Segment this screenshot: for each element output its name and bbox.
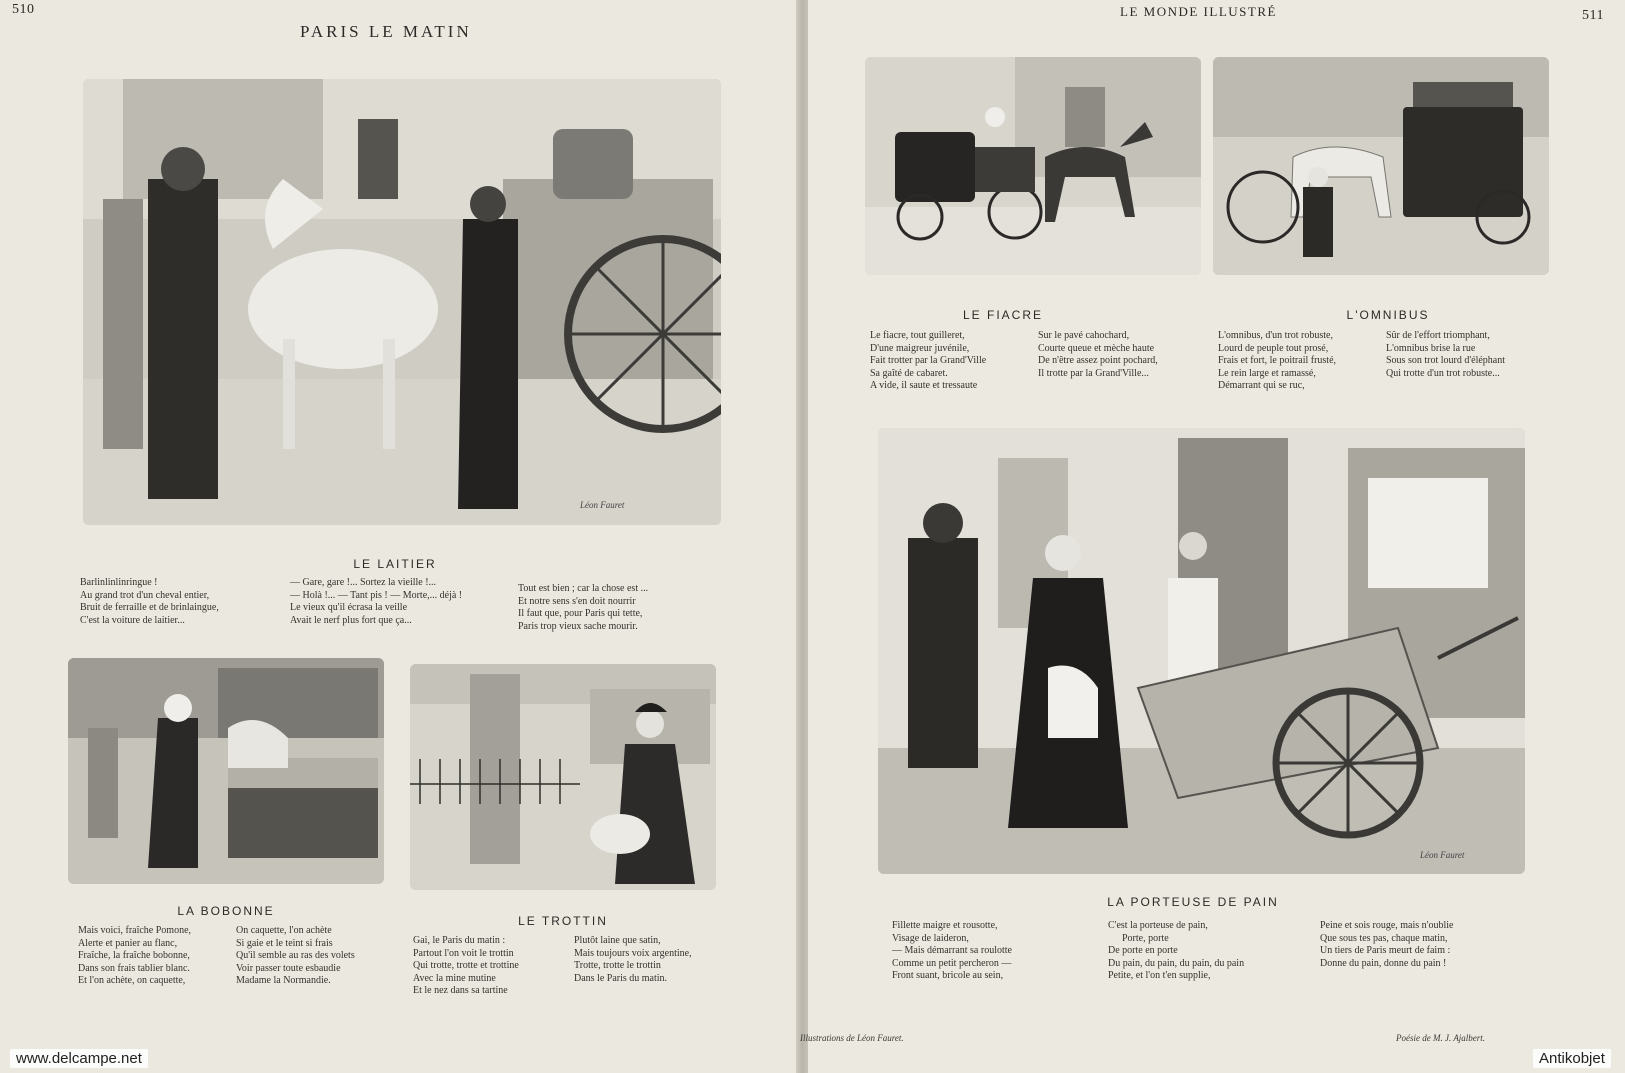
verse-line: Gai, le Paris du matin : bbox=[413, 935, 506, 946]
verse-line: Démarrant qui se ruc, bbox=[1218, 380, 1305, 391]
trottin-title: LE TROTTIN bbox=[518, 914, 608, 928]
verse-line: Qu'il semble au ras des volets bbox=[236, 950, 355, 961]
verse-line: Sur le pavé cahochard, bbox=[1038, 330, 1130, 341]
verse-line: A vide, il saute et tressaute bbox=[870, 380, 978, 391]
omnibus-illustration bbox=[1213, 57, 1549, 275]
verse-line: Que sous tes pas, chaque matin, bbox=[1320, 932, 1448, 944]
verse-line: L'omnibus, d'un trot robuste, bbox=[1218, 330, 1333, 341]
verse-line: Avec la mine mutine bbox=[413, 972, 496, 984]
verse-line: Porte, porte bbox=[1122, 932, 1169, 944]
verse-line: Avait le nerf plus fort que ça... bbox=[290, 614, 412, 626]
verse-line: Un tiers de Paris meurt de faim : bbox=[1320, 945, 1451, 956]
left-page-header: PARIS LE MATIN bbox=[300, 22, 472, 41]
laitier-verse-col1 bbox=[80, 577, 219, 627]
verse-line: Voir passer toute esbaudie bbox=[236, 962, 341, 974]
fiacre-verse-col2 bbox=[1038, 330, 1158, 380]
bobonne-title: LA BOBONNE bbox=[177, 904, 275, 918]
verse-line: Partout l'on voit le trottin bbox=[413, 947, 514, 959]
verse-line: De n'être assez point pochard, bbox=[1038, 355, 1158, 366]
omnibus-verse-col2 bbox=[1386, 330, 1505, 380]
right-page bbox=[800, 0, 1625, 1073]
porteuse-verse-col1 bbox=[892, 920, 1012, 983]
right-page-number: 511 bbox=[1582, 8, 1604, 23]
trottin-verse-col2 bbox=[574, 935, 692, 985]
verse-line: Peine et sois rouge, mais n'oublie bbox=[1320, 920, 1454, 931]
verse-line: Le rein large et ramassé, bbox=[1218, 367, 1316, 379]
bobonne-verse-col1 bbox=[78, 925, 191, 988]
verse-line: Lourd de peuple tout prosé, bbox=[1218, 342, 1329, 354]
verse-line: Comme un petit percheron — bbox=[892, 957, 1012, 969]
verse-line: Fillette maigre et rousotte, bbox=[892, 920, 998, 931]
verse-line: Courte queue et mèche haute bbox=[1038, 342, 1155, 354]
verse-line: Trotte, trotte le trottin bbox=[574, 960, 661, 971]
laitier-illustration bbox=[83, 79, 721, 525]
laitier-verse-col2 bbox=[290, 577, 462, 627]
verse-line: Petite, et l'on t'en supplie, bbox=[1108, 970, 1211, 981]
right-running-title: LE MONDE ILLUSTRÉ bbox=[1120, 4, 1277, 19]
watermark-left: www.delcampe.net bbox=[10, 1049, 148, 1068]
verse-line: Et notre sens s'en doit nourrir bbox=[518, 595, 636, 607]
verse-line: C'est la voiture de laitier... bbox=[80, 614, 185, 626]
verse-line: Visage de laideron, bbox=[892, 932, 969, 944]
verse-line: Le fiacre, tout guilleret, bbox=[870, 330, 965, 341]
bobonne-verse-col2 bbox=[236, 925, 355, 988]
verse-line: Frais et fort, le poitrail frusté, bbox=[1218, 355, 1337, 366]
fiacre-illustration bbox=[865, 57, 1201, 275]
omnibus-verse-col1 bbox=[1218, 330, 1336, 393]
verse-line: Sûr de l'effort triomphant, bbox=[1386, 330, 1490, 341]
illustrations-credit: Illustrations de Léon Fauret. bbox=[800, 1033, 904, 1043]
verse-line: Alerte et panier au flanc, bbox=[78, 937, 178, 949]
verse-line: Et l'on achète, on caquette, bbox=[78, 975, 186, 986]
verse-line: Donne du pain, donne du pain ! bbox=[1320, 957, 1447, 969]
verse-line: — Mais démarrant sa roulotte bbox=[892, 945, 1012, 956]
verse-line: Plutôt laine que satin, bbox=[574, 935, 661, 946]
verse-line: Et le nez dans sa tartine bbox=[413, 985, 508, 996]
porteuse-verse-col2 bbox=[1108, 920, 1244, 983]
verse-line: Qui trotte, trotte et trottine bbox=[413, 960, 519, 971]
trottin-illustration bbox=[410, 664, 716, 890]
verse-line: Mais voici, fraîche Pomone, bbox=[78, 925, 192, 936]
bobonne-illustration bbox=[68, 658, 384, 884]
verse-line: C'est la porteuse de pain, bbox=[1108, 920, 1208, 931]
verse-line: Du pain, du pain, du pain, du pain bbox=[1108, 957, 1245, 969]
verse-line: Fait trotter par la Grand'Ville bbox=[870, 355, 987, 366]
verse-line: Sa gaîté de cabaret. bbox=[870, 367, 948, 379]
verse-line: Dans son frais tablier blanc. bbox=[78, 962, 190, 974]
verse-line: — Gare, gare !... Sortez la vieille !... bbox=[290, 577, 437, 588]
porteuse-illustration bbox=[878, 428, 1525, 874]
verse-line: Au grand trot d'un cheval entier, bbox=[80, 589, 210, 601]
verse-line: De porte en porte bbox=[1108, 945, 1178, 956]
porteuse-verse-col3 bbox=[1320, 920, 1453, 970]
laitier-signature: Léon Fauret bbox=[580, 500, 625, 510]
laitier-title: LE LAITIER bbox=[353, 557, 437, 571]
porteuse-signature: Léon Fauret bbox=[1420, 850, 1465, 860]
verse-line: Fraîche, la fraîche bobonne, bbox=[78, 950, 190, 961]
verse-line: Tout est bien ; car la chose est ... bbox=[518, 583, 649, 594]
left-page bbox=[0, 0, 798, 1073]
verse-line: Madame la Normandie. bbox=[236, 975, 331, 986]
verse-line: Si gaie et le teint si frais bbox=[236, 937, 333, 949]
verse-line: Barlinlinlinringue ! bbox=[80, 577, 158, 588]
verse-line: — Holà !... — Tant pis ! — Morte,... déjà ! bbox=[290, 589, 463, 601]
verse-line: Il faut que, pour Paris qui tette, bbox=[518, 608, 643, 619]
verse-line: Front suant, bricole au sein, bbox=[892, 970, 1004, 981]
verse-line: Le vieux qu'il écrasa la veille bbox=[290, 602, 408, 613]
porteuse-title: LA PORTEUSE DE PAIN bbox=[1107, 895, 1279, 909]
verse-line: Il trotte par la Grand'Ville... bbox=[1038, 367, 1149, 379]
left-page-number: 510 bbox=[12, 2, 35, 17]
verse-line: D'une maigreur juvénile, bbox=[870, 342, 970, 354]
verse-line: L'omnibus brise la rue bbox=[1386, 342, 1476, 354]
poetry-credit: Poésie de M. J. Ajalbert. bbox=[1396, 1033, 1486, 1043]
verse-line: Paris trop vieux sache mourir. bbox=[518, 620, 638, 632]
fiacre-title: LE FIACRE bbox=[962, 308, 1043, 322]
verse-line: Bruit de ferraille et de brinlaingue, bbox=[80, 602, 219, 613]
verse-line: Mais toujours voix argentine, bbox=[574, 947, 692, 959]
omnibus-title: L'OMNIBUS bbox=[1346, 308, 1430, 322]
laitier-verse-col3 bbox=[518, 583, 648, 633]
verse-line: Qui trotte d'un trot robuste... bbox=[1386, 367, 1500, 379]
verse-line: Dans le Paris du matin. bbox=[574, 972, 668, 984]
trottin-verse-col1 bbox=[413, 935, 519, 998]
watermark-right: Antikobjet bbox=[1533, 1049, 1611, 1068]
verse-line: Sous son trot lourd d'éléphant bbox=[1386, 355, 1506, 366]
verse-line: On caquette, l'on achète bbox=[236, 925, 332, 936]
fiacre-verse-col1 bbox=[870, 330, 986, 393]
